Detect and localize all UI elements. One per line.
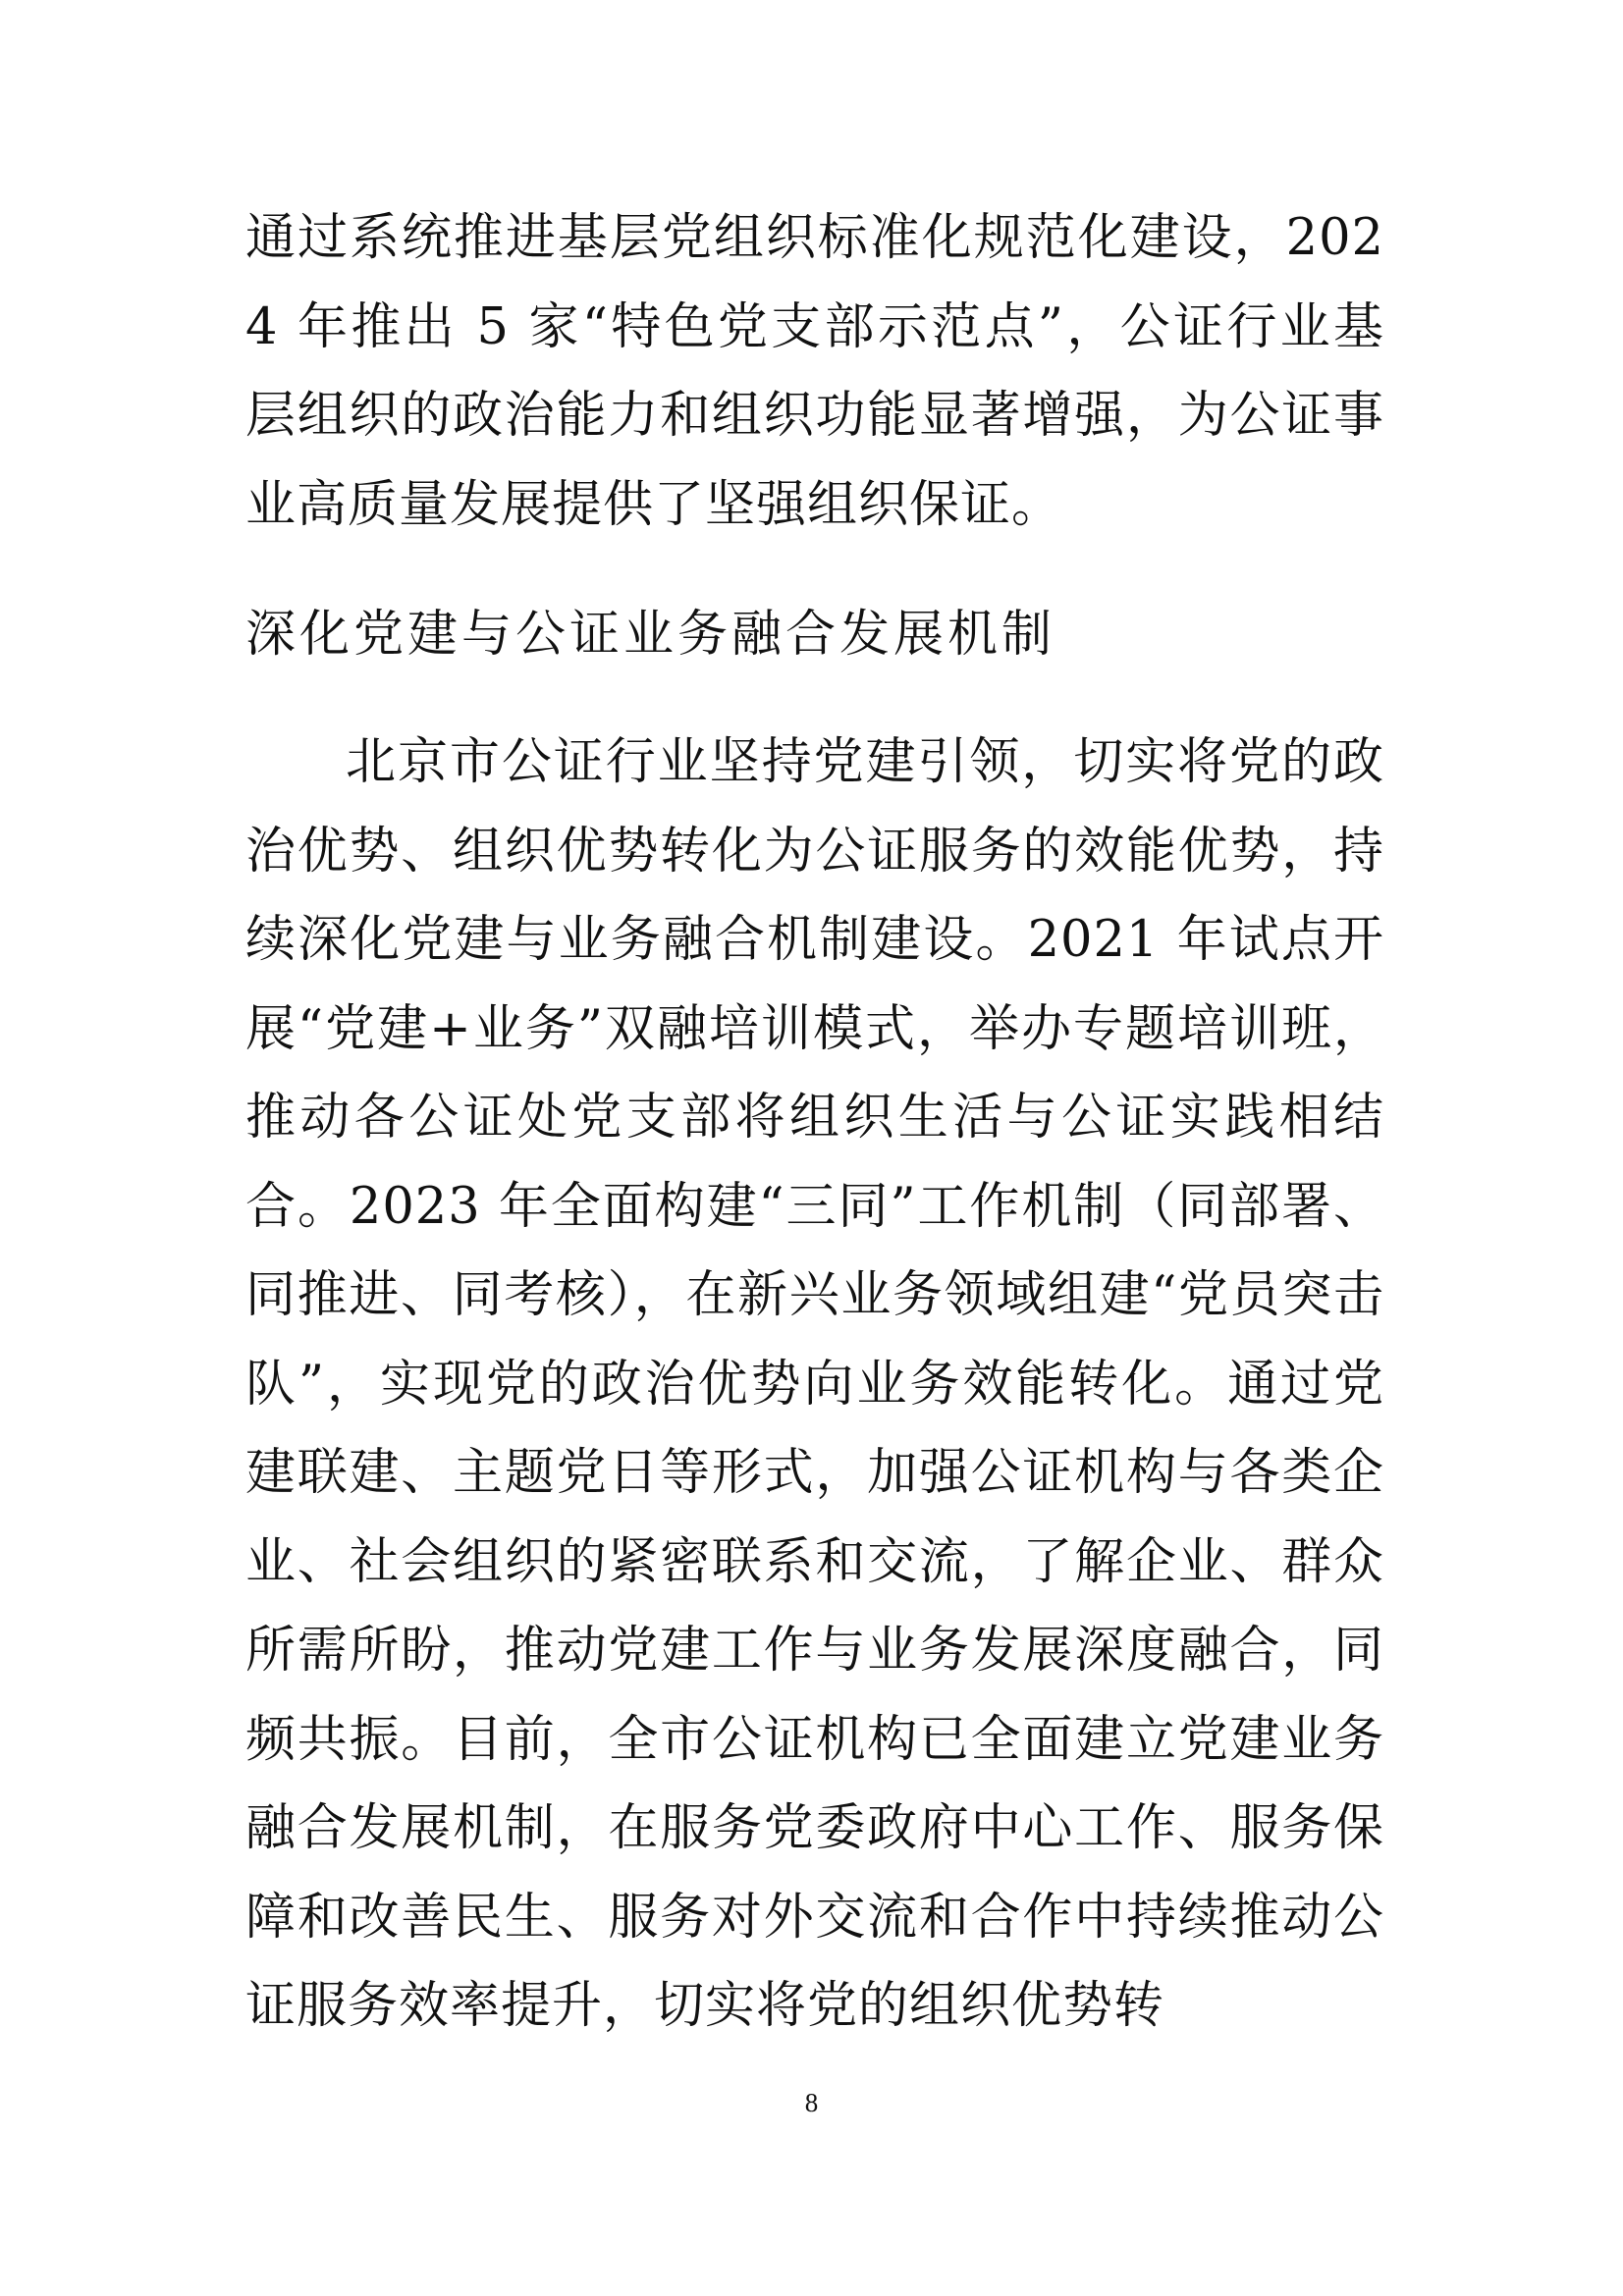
- page-number: 8: [804, 2088, 819, 2117]
- section-heading: 深化党建与公证业务融合发展机制: [245, 606, 1056, 664]
- page-content: [245, 194, 1384, 2052]
- intro-paragraph: 通过系统推进基层党组织标准化规范化建设，2024 年推出 5 家“特色党支部示范点”，公证行业基层组织的政治能力和组织功能显著增强，为公证事业高质量发展提供了坚强组织保证。: [245, 209, 1384, 534]
- body-paragraph: 北京市公证行业坚持党建引领，切实将党的政治优势、组织优势转化为公证服务的效能优势，持续深化党建与业务融合机制建设。2021 年试点开展“党建+业务”双融培训模式，举办专题培训班，推动各公证处党支部将组织生活与公证实践相结合。2023 年全面构建“三同”工作机制（同部署、同推进、同考核），在新兴业务领域组建“党员突击队”，实现党的政治优势向业务效能转化。通过党建联建、主题党日等形式，加强公证机构与各类企业、社会组织的紧密联系和交流，了解企业、群众所需所盼，推动党建工作与业务发展深度融合，同频共振。目前，全市公证机构已全面建立党建业务融合发展机制，在服务党委政府中心工作、服务保障和改善民生、服务对外交流和合作中持续推动公证服务效率提升，切实将党的组织优势转: [245, 733, 1384, 2035]
